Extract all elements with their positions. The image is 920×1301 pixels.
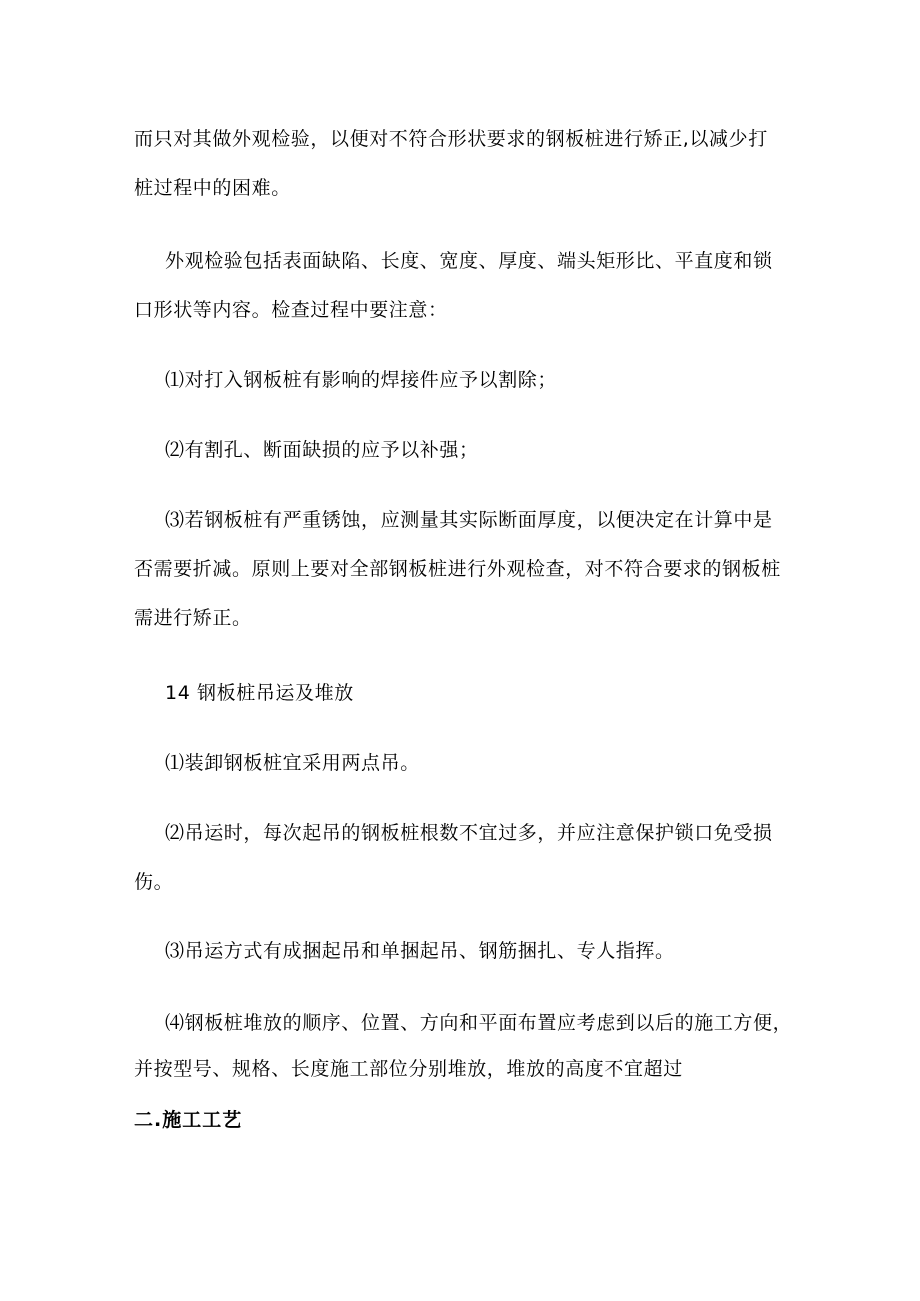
list-item: ⑶若钢板桩有严重锈蚀，应测量其实际断面厚度，以便决定在计算中是: [165, 509, 773, 531]
list-item: ⑴装卸钢板桩宜采用两点吊。: [165, 752, 420, 774]
paragraph-line: 需进行矫正。: [134, 607, 252, 629]
list-item: ⑴对打入钢板桩有影响的焊接件应予以割除；: [165, 369, 558, 391]
section-heading: 二.施工工艺: [134, 1109, 243, 1131]
subsection-title: 14 钢板桩吊运及堆放: [165, 682, 354, 704]
paragraph-line: 而只对其做外观检验，以便对不符合形状要求的钢板桩进行矫正,以减少打: [134, 128, 768, 150]
paragraph-line: 外观检验包括表面缺陷、长度、宽度、厚度、端头矩形比、平直度和锁: [165, 250, 773, 272]
paragraph-line: 并按型号、规格、长度施工部位分别堆放，堆放的高度不宜超过: [134, 1058, 683, 1080]
list-item: ⑵吊运时，每次起吊的钢板桩根数不宜过多，并应注意保护锁口免受损: [165, 822, 773, 844]
paragraph-line: 伤。: [134, 871, 174, 893]
list-item: ⑶吊运方式有成捆起吊和单捆起吊、钢筋捆扎、专人指挥。: [165, 940, 675, 962]
list-item: ⑵有割孔、断面缺损的应予以补强；: [165, 439, 479, 461]
list-item: ⑷钢板桩堆放的顺序、位置、方向和平面布置应考虑到以后的施工方便，: [165, 1012, 793, 1034]
paragraph-line: 桩过程中的困难。: [134, 177, 291, 199]
paragraph-line: 口形状等内容。检查过程中要注意：: [134, 299, 448, 321]
paragraph-line: 否需要折减。原则上要对全部钢板桩进行外观检查，对不符合要求的钢板桩: [134, 558, 781, 580]
